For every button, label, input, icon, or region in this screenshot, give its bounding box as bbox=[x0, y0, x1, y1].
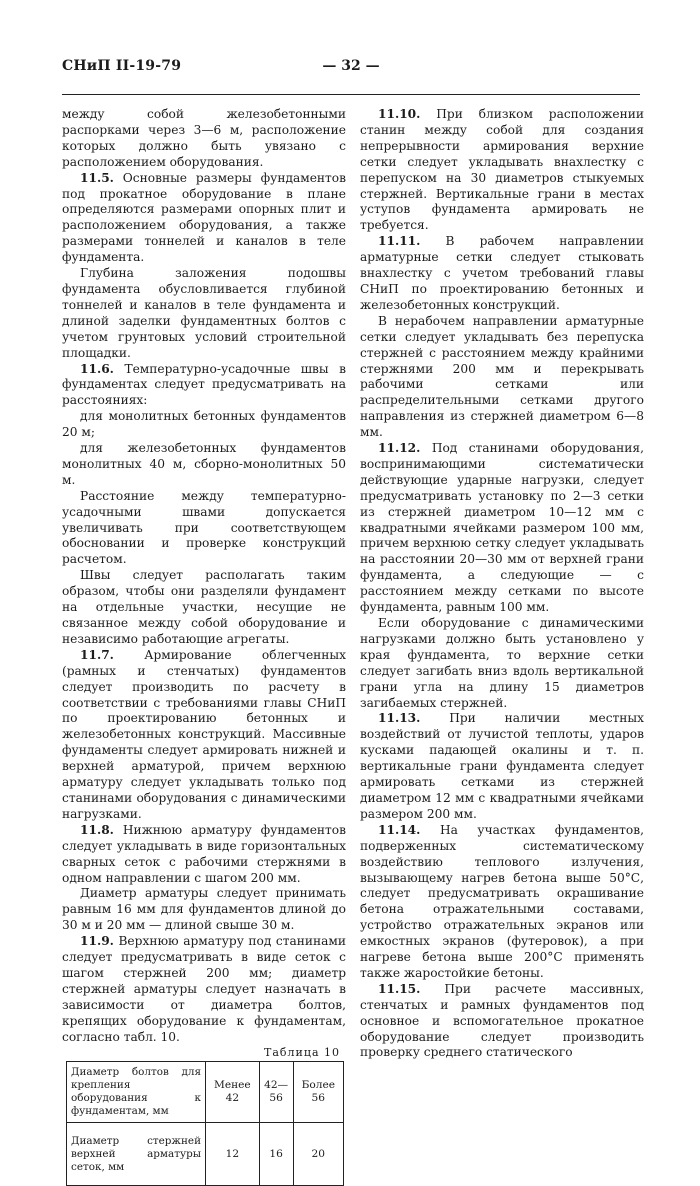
page-header bbox=[62, 58, 640, 80]
paragraph: В нерабочем направлении арматурные сетки следует укладывать без перепуска стержней с расстоянием между крайними стержнями 200 мм и перекрывать рабочими сетками или распределительными сетками другого направления из стержней диаметром 6—8 мм. bbox=[360, 313, 644, 440]
table-caption: Таблица 10 bbox=[264, 1046, 340, 1060]
table-cell: 12 bbox=[206, 1123, 260, 1186]
clause-11-12: 11.12. Под станинами оборудования, воспринимающими систематически действующие ударные нагрузки, следует предусматривать установку по 2—3 сетки из стержней диаметром 10—12 мм с квадратными ячейками размером 100 мм, причем верхнюю сетку следует укладывать на расстоянии 20—30 мм от верхней грани фундамента, а следующие — с расстоянием между сетками по высоте фундамента, равным 100 мм. bbox=[360, 441, 644, 615]
paragraph: для железобетонных фундаментов монолитных 40 м, сборно-монолитных 50 м. bbox=[62, 441, 346, 487]
clause-11-6: 11.6. Температурно-усадочные швы в фундаментах следует предусматривать на расстояниях: bbox=[62, 361, 346, 408]
table-row bbox=[67, 1123, 344, 1186]
clause-11-11: 11.11. В рабочем направлении арматурные сетки следует стыковать внахлестку с учетом требований главы СНиП по проектированию бетонных и железобетонных конструкций. bbox=[360, 234, 644, 312]
clause-11-13: 11.13. При наличии местных воздействий от лучистой теплоты, ударов кусками падающей окалины и т. п. вертикальные грани фундамента следует армировать сетками из стержней диаметром 12 мм с квадратными ячейками размером 200 мм. bbox=[360, 711, 644, 821]
clause-11-8: 11.8. Нижнюю арматуру фундаментов следует укладывать в виде горизонтальных сварных сеток с рабочими стержнями в одном направлении с шагом 200 мм. bbox=[62, 822, 346, 885]
table-cell: Более 56 bbox=[293, 1062, 343, 1123]
paragraph: Глубина заложения подошвы фундамента обусловливается глубиной тоннелей и каналов в теле фундамента и длиной заделки фундаментных болтов с учетом грунтовых условий строительной площадки. bbox=[62, 266, 346, 360]
table-cell: 42—56 bbox=[259, 1062, 293, 1123]
right-column bbox=[360, 107, 644, 1061]
paragraph: Швы следует располагать таким образом, чтобы они разделяли фундамент на отдельные участки, несущие не связанное между собой оборудование и независимо работающие агрегаты. bbox=[62, 568, 346, 646]
table-cell: 20 bbox=[293, 1123, 343, 1186]
table-cell: Менее 42 bbox=[206, 1062, 260, 1123]
table-row-label: Диаметр болтов для крепления оборудования к фундаментам, мм bbox=[67, 1062, 206, 1123]
table-cell: 16 bbox=[259, 1123, 293, 1186]
clause-11-14: 11.14. На участках фундаментов, подверженных систематическому воздействию теплового излучения, вызывающему нагрев бетона выше 50°С, следует предусматривать окрашивание бетона отражательными составами, устройство отражательных экранов или емкостных экранов (футеровок), а при нагреве бетона выше 200°С применять также жаростойкие бетоны. bbox=[360, 822, 644, 980]
header-rule bbox=[62, 94, 640, 95]
clause-11-7: 11.7. Армирование облегченных (рамных и стенчатых) фундаментов следует производить по расчету в соответствии с требованиями главы СНиП по проектированию бетонных и железобетонных конструкций. Массивные фундаменты следует армировать нижней и верхней арматурой, причем верхнюю арматуру следует укладывать только под станинами оборудования с динамическими нагрузками. bbox=[62, 647, 346, 821]
clause-11-15: 11.15. При расчете массивных, стенчатых и рамных фундаментов под основное и вспомогательное прокатное оборудование следует производить проверку среднего статического bbox=[360, 981, 644, 1060]
paragraph: Расстояние между температурно-усадочными швами допускается увеличивать при соответствующем обосновании и проверке конструкций расчетом. bbox=[62, 488, 346, 567]
clause-11-9: 11.9. Верхнюю арматуру под станинами следует предусматривать в виде сеток с шагом стержней 200 мм; диаметр стержней арматуры следует назначать в зависимости от диаметра болтов, крепящих оборудование к фундаментам, согласно табл. 10. bbox=[62, 934, 346, 1044]
table-row-label: Диаметр стержней верхней арматуры сеток, мм bbox=[67, 1123, 206, 1186]
paragraph: Диаметр арматуры следует принимать равным 16 мм для фундаментов длиной до 30 м и 20 мм — длиной свыше 30 м. bbox=[62, 886, 346, 933]
paragraph: для монолитных бетонных фундаментов 20 м; bbox=[62, 409, 346, 440]
left-column bbox=[62, 107, 346, 1186]
document-code: СНиП II-19-79 bbox=[62, 58, 182, 74]
clause-11-5: 11.5. Основные размеры фундаментов под прокатное оборудование в плане определяются размерами опорных плит и расположением оборудования, а также размерами тоннелей и каналов в теле фундамента. bbox=[62, 170, 346, 265]
clause-11-10: 11.10. При близком расположении станин между собой для создания непрерывности армирования верхние сетки следует укладывать внахлестку с перепуском на 30 диаметров стыкуемых стержней. Вертикальные грани в местах уступов фундамента армировать не требуется. bbox=[360, 107, 644, 233]
paragraph: между собой железобетонными распорками через 3—6 м, расположение которых должно быть увязано с расположением оборудования. bbox=[62, 107, 346, 169]
table-10 bbox=[66, 1061, 344, 1186]
paragraph: Если оборудование с динамическими нагрузками должно быть установлено у края фундамента, то верхние сетки следует загибать вниз вдоль вертикальной грани угла на длину 15 диаметров загибаемых стержней. bbox=[360, 616, 644, 710]
table-row bbox=[67, 1062, 344, 1123]
page-number: — 32 — bbox=[322, 58, 380, 74]
